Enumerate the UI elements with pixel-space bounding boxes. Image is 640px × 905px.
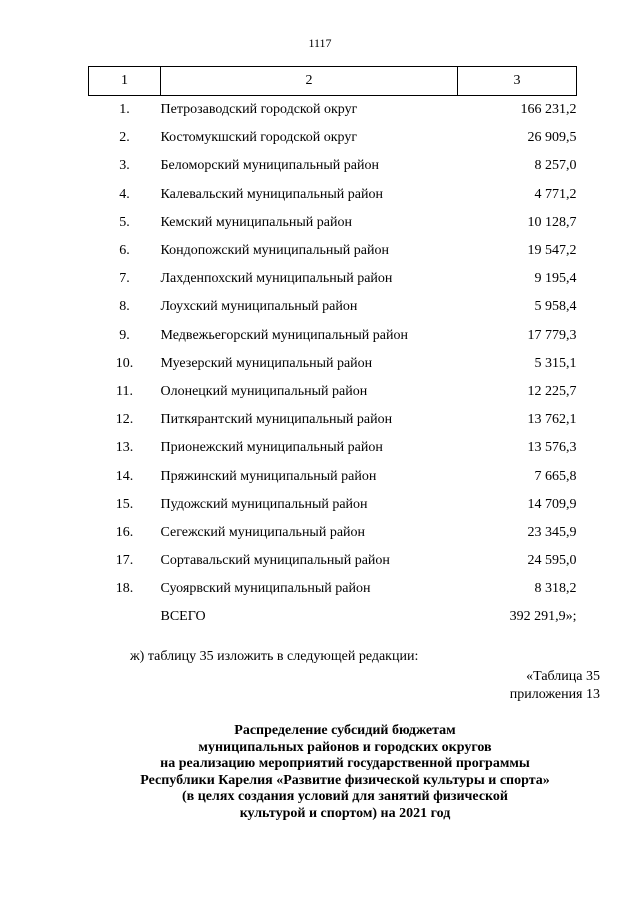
row-municipality: Муезерский муниципальный район [160,355,373,371]
row-municipality: Лахденпохский муниципальный район [160,271,393,287]
table-row [89,322,577,350]
row-number: 10. [115,355,134,371]
row-number: 3. [119,158,130,174]
row-number: 6. [119,243,130,259]
row-number: 2. [119,130,130,146]
row-value: 13 576,3 [527,440,577,456]
row-value: 5 315,1 [534,355,577,371]
row-municipality: Пудожский муниципальный район [160,496,368,512]
row-value: 166 231,2 [520,102,577,118]
row-number: 8. [119,299,130,315]
heading-line: на реализацию мероприятий государственной программы [160,756,530,771]
column-header-2: 2 [161,67,458,96]
row-value: 12 225,7 [527,383,577,399]
table-row [89,96,577,125]
document-heading [0,723,640,822]
heading-line: Республики Карелия «Развитие физической культуры и спорта» [140,772,550,788]
row-value: 5 958,4 [534,299,577,315]
row-number: 7. [119,271,130,287]
table-row [89,350,577,378]
row-value: 8 318,2 [534,581,577,597]
row-value: 10 128,7 [527,214,577,230]
row-value: 26 909,5 [527,130,577,146]
row-municipality: Сортавальский муниципальный район [160,553,390,569]
table-row [89,124,577,152]
row-value: 8 257,0 [534,158,577,174]
row-value: 7 665,8 [534,468,577,484]
row-value: 19 547,2 [527,243,577,259]
amendment-text: ж) таблицу 35 изложить в следующей редакции: [130,649,419,664]
row-number: 5. [119,214,130,230]
table-row [89,462,577,490]
table-row [89,434,577,462]
table-body [89,96,577,632]
table-row [89,547,577,575]
table-reference [510,668,600,704]
table-row [89,519,577,547]
row-municipality: Кондопожский муниципальный район [160,243,389,259]
row-municipality: Суоярвский муниципальный район [160,581,371,597]
row-municipality: Олонецкий муниципальный район [160,383,368,399]
row-value: 23 345,9 [527,524,577,540]
table-row [89,491,577,519]
row-number: 11. [116,383,133,399]
row-number: 16. [115,524,134,540]
row-municipality: Костомукшский городской округ [160,130,358,146]
row-number: 9. [119,327,130,343]
total-empty-cell [89,603,161,631]
total-row [89,603,577,631]
table-row [89,152,577,180]
row-municipality: Петрозаводский городской округ [160,102,358,118]
row-municipality: Кемский муниципальный район [160,214,352,230]
heading-line: культурой и спортом) на 2021 год [239,805,451,821]
row-value: 13 762,1 [527,412,577,428]
row-number: 18. [115,581,134,597]
heading-line: муниципальных районов и городских округов [198,739,492,755]
row-municipality: Сегежский муниципальный район [160,524,366,540]
row-value: 17 779,3 [527,327,577,343]
row-number: 4. [119,186,130,202]
column-header-3: 3 [458,67,577,96]
table-row [89,406,577,434]
row-value: 14 709,9 [527,496,577,512]
table-reference-line: «Таблица 35 [526,669,600,684]
heading-line: (в целях создания условий для занятий физической [182,789,508,804]
row-municipality: Беломорский муниципальный район [160,158,379,174]
table-row [89,265,577,293]
table-header-row [89,67,577,96]
row-municipality: Питкярантский муниципальный район [160,412,393,428]
row-number: 13. [115,440,134,456]
total-label: ВСЕГО [160,609,206,625]
row-municipality: Лоухский муниципальный район [160,299,358,315]
row-value: 4 771,2 [534,186,577,202]
row-value: 9 195,4 [534,271,577,287]
table-row [89,209,577,237]
row-municipality: Пряжинский муниципальный район [160,468,377,484]
row-municipality: Калевальский муниципальный район [160,186,383,202]
row-number: 12. [115,412,134,428]
row-number: 14. [115,468,134,484]
row-municipality: Прионежский муниципальный район [160,440,383,456]
table-row [89,378,577,406]
subsidy-table [88,66,577,632]
row-number: 1. [119,102,130,118]
heading-line: Распределение субсидий бюджетам [234,723,456,738]
table-row [89,181,577,209]
row-number: 15. [115,496,134,512]
total-value: 392 291,9»; [509,609,577,625]
column-header-1: 1 [89,67,161,96]
row-municipality: Медвежьегорский муниципальный район [160,327,408,343]
table-row [89,293,577,321]
row-number: 17. [115,553,134,569]
page-number: 1117 [308,36,332,50]
table-reference-line: приложения 13 [509,687,600,702]
table-row [89,237,577,265]
row-value: 24 595,0 [527,553,577,569]
table-row [89,575,577,603]
